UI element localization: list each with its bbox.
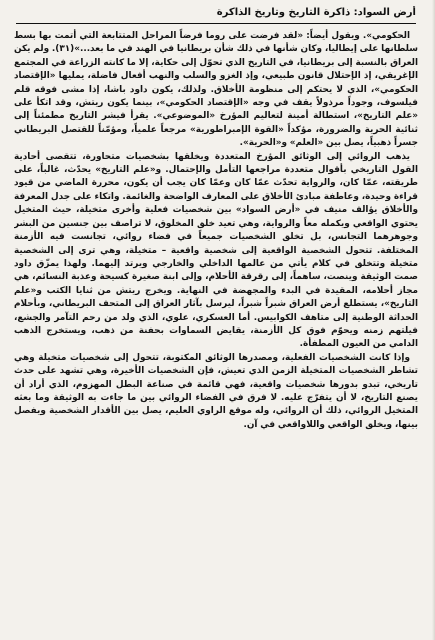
running-header [16,6,416,24]
running-header-title: أرض السواد: ذاكرة التاريخ وتاريخ الذاكرة [216,7,416,18]
paragraph: الحكومي». ويقول أيضاً: «لقد فرضت على روما فرضاً المراحل المتتابعة التي أتمت بها بسط سلطانها على إيطاليا، وكان شأنها في ذلك شأن بريطانيا في الهند في ما بعد...»(٣١). ولم يكن العراق بالنسبة إلى بريطانيا، في التاريخ الذي تحوّل إلى حكاية، إلا ما كانته الزراعة في المجتمع الإغريقي، إذ الإحتلال قانون طبيعي، وإذ الغزو والسلب والنهب أفعال فاضلة، يمليها «الإقتصاد الحكومي»، الذي لا يحتكم إلى منظومة الأخلاق. ولذلك، يكون داود باشا، إذا مشى فوقه قلم فيلسوف، وجوداً مرذولاً يقف في وجه «الإقتصاد الحكومي»، بينما يكون ريتش، وقد اتكأ على «علم التاريخ»، استطالة أمينة لتعاليم المؤرخ «الموضوعي». يقرأ فيشر التاريخ مطمئناً إلى ثنائية الحرية والضرورة، مؤكداً «القوة الإمبراطورية» مرجعاً علمياً، ومؤمّناً للقتصل البريطاني جسراً ذهبياً، يصل بين «العلم» و«الحرية». [14,31,418,149]
paragraph: يذهب الروائي إلى الوثائق المؤرخ المتعددة ويخلقها بشخصيات متحاورة، تتقصى أحادية القول التاريخي بأقوال متعددة مراجعها التأمل والإحتمال. و«علم التاريخ» يحدّث، غالباً، على طريقته، عمّا كان، والرواية تحدّث عمّا كان وعمّا كان يجب أن يكون، محررة الماضي من قيود قراءة وحيدة، وعاطفة مبادئ الأخلاق على المعارف الواضحة والغائمة. واتكاء على جدل المعرفة والأخلاق يؤالف منيف في «أرض السواد» بين شخصيات فعلية وأخرى متخيلة، حيث المتخيل يحتوي الواقعي ويكمله معاً والرواية، وهي تعيد خلق المخلوق، لا تراصف بين جنسين من البشر وجوهرهما التجانس، بل تخلق الشخصيات جميعاً في فضاء روائي، تجانست فيه الأزمنة المختلفة. تتحول الشخصية الواقعية إلى شخصية واقعية – متخيلة، وهي ترى إلى الشخصية متخيلة وتتخلق في كلام يأتي من عالمها الداخلي والخارجي ويرتد إليهما. ولهذا يمزّق داود صمت الوثيقة وينصت، ساهماً، إلى رقرقة الأحلام، وإلى ابنة صغيرة كسيحة وعذبة النسائم، هي مجاز أحلامه، المقيدة في البدء والمجهضة في النهاية. ويخرج ريتش من ثنايا الكتب و«علم التاريخ»، يستطلع أرض العراق شبراً شبراً، ليرسل بآثار العراق إلى المتحف البريطاني، وبأحلام الحداثة الوطنية إلى متاهف الكوابيس. أما العسكري، علوي، الذي ولد من رحم التآمر والجشع، فيلتهم زمنه ويحوّم فوق كل الأزمنة، يقايض السماوات بحفنة من ذهب، ويستخرج الذهب الدامي من العيون المطفأة. [14,151,418,350]
document-page [14,6,418,632]
body-text [14,30,418,432]
paragraph: وإذا كانت الشخصيات الفعلية، ومصدرها الوثائق المكتوبة، تتحول إلى شخصيات متخيلة وهي تشاطر الشخصيات المتخيلة الزمن الذي تعيش، فإن الشخصيات الأخيرة، وهي تشهد على حدث تاريخي، تبدو بدورها شخصيات واقعية، فهي قائمة في صناعة البطل المهزوم، الذي أراد أن يصنع التاريخ، لا أن يتفرّج عليه. لا فرق في الفضاء الروائي بين ما جاءت به الوثيقة وما بعثه المتخيل الروائي، ذلك أن الروائي، وله موقع الراوي العليم، يصل بين الأقدار الشخصية ويفصل بينها، ويخلق الواقعي واللاواقعي في آن. [14,352,418,430]
